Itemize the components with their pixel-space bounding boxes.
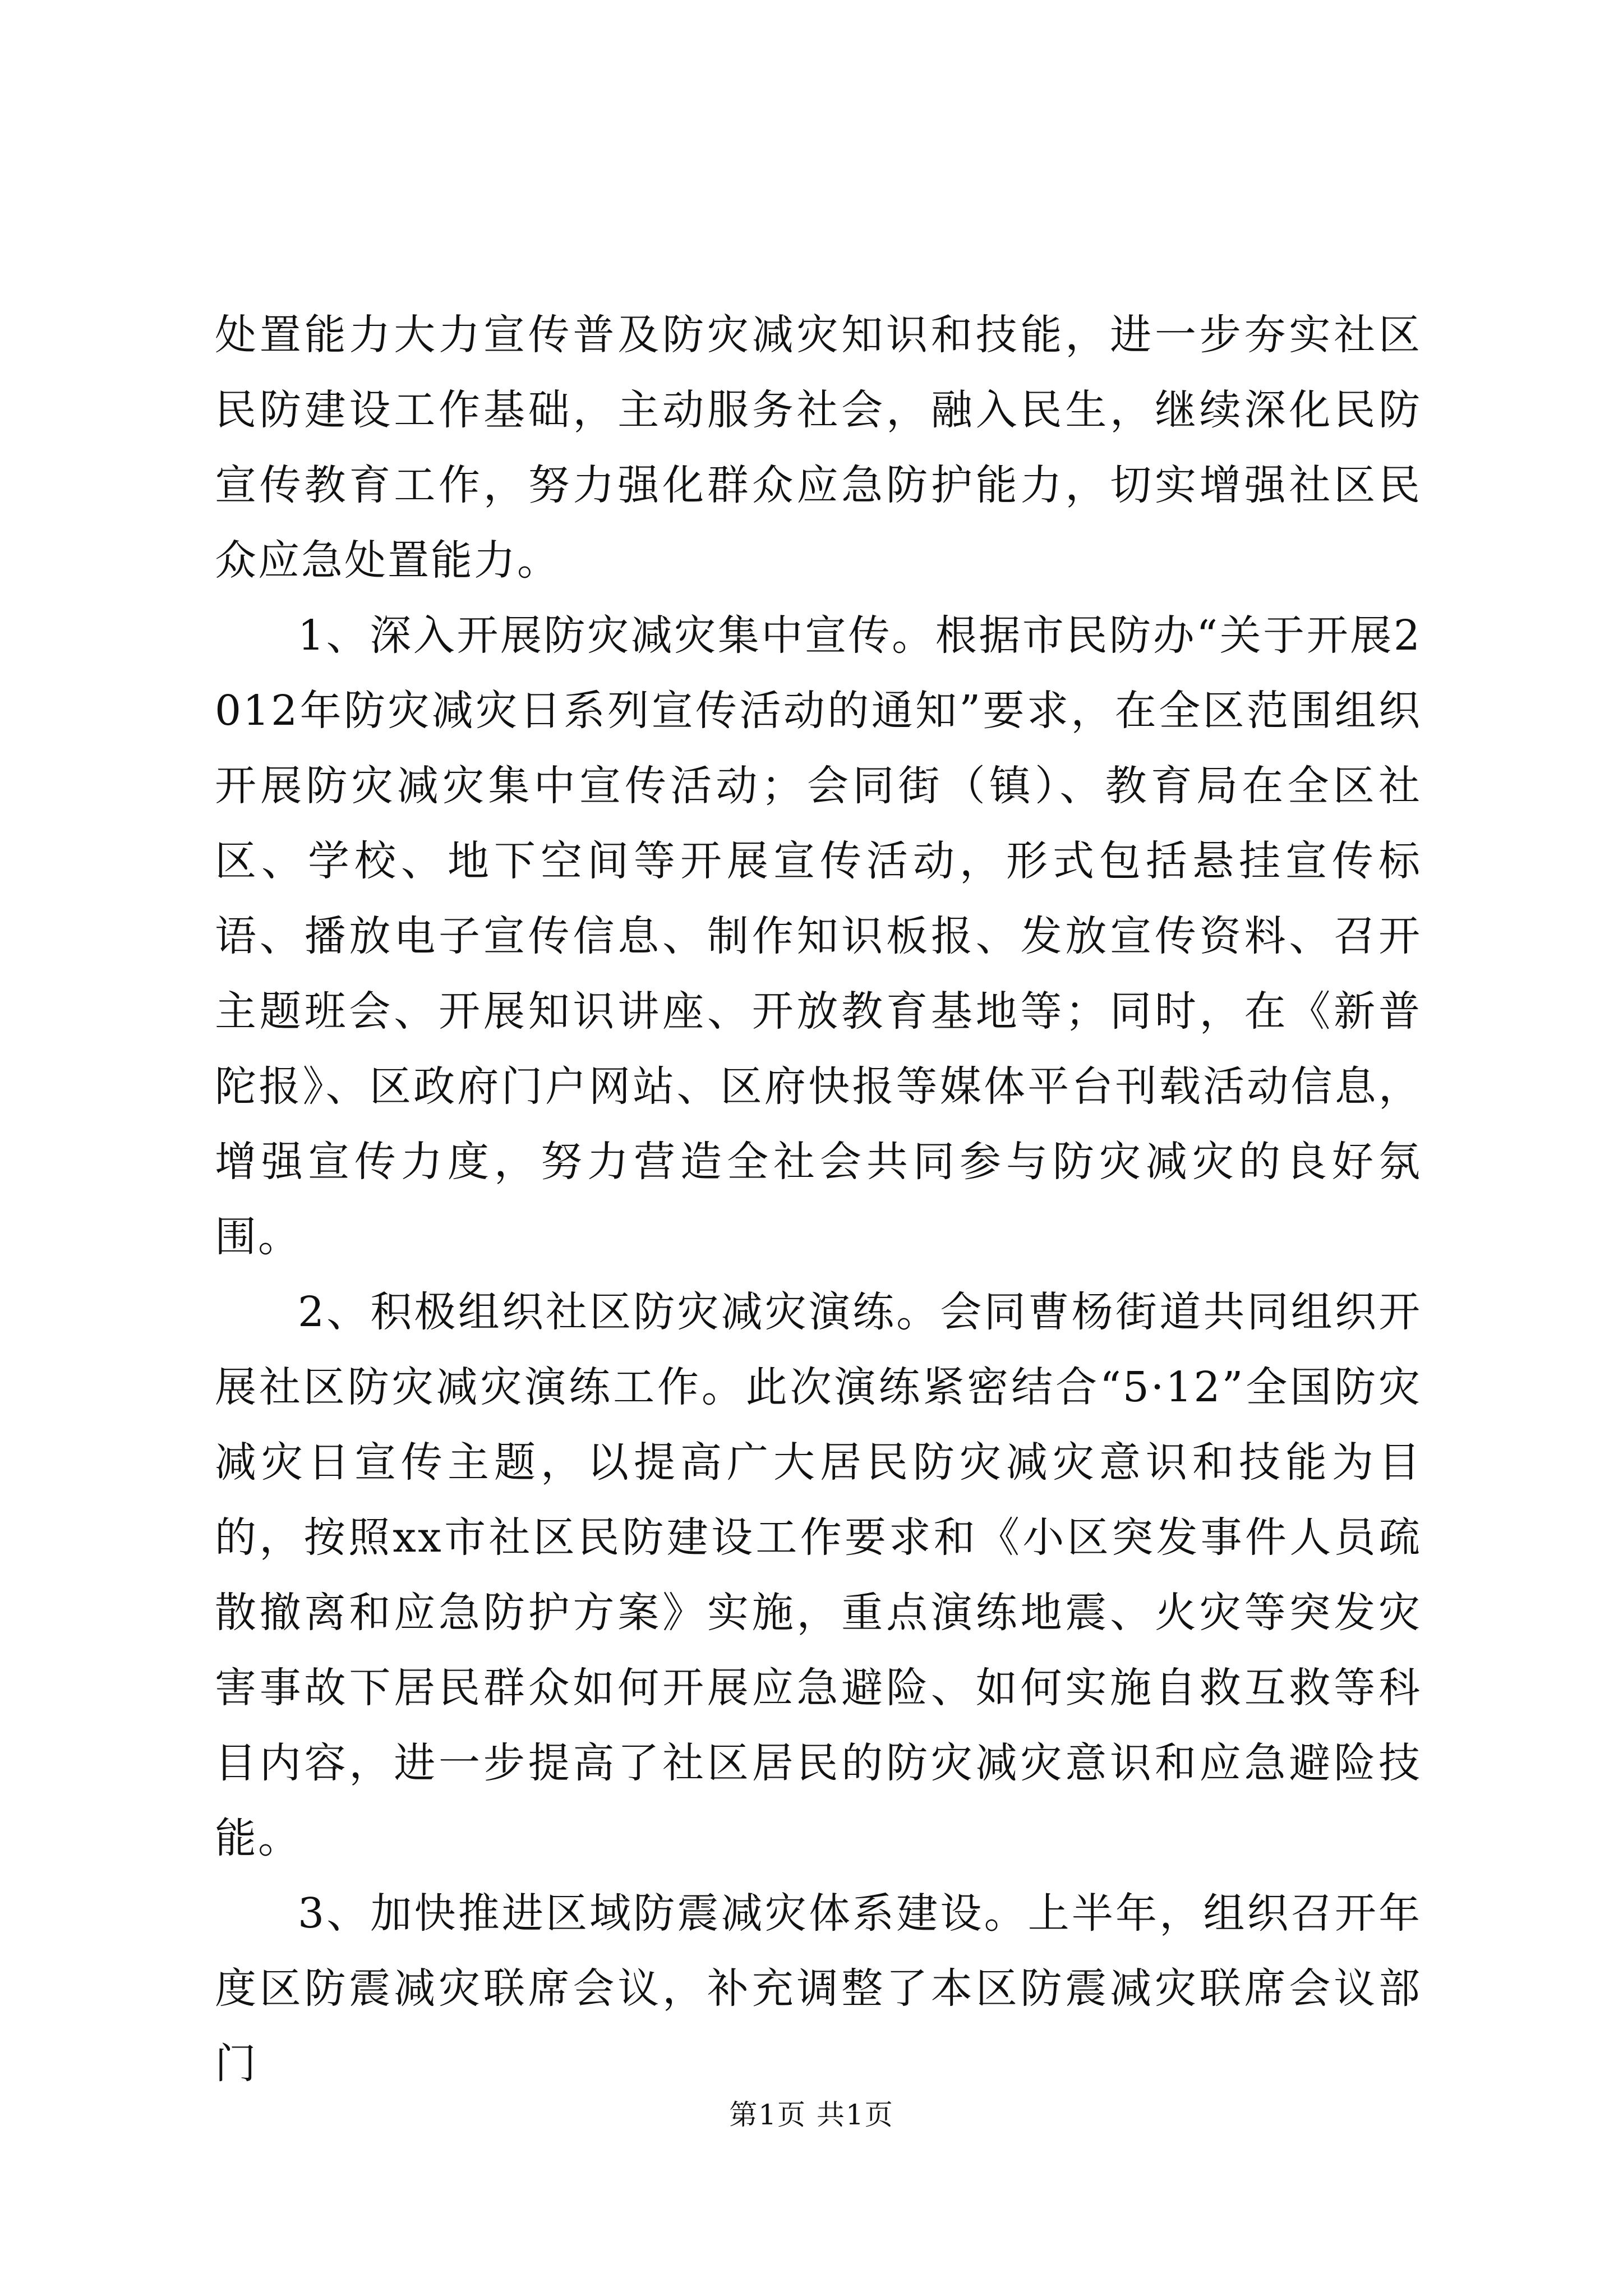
paragraph-intro: 处置能力大力宣传普及防灾减灾知识和技能，进一步夯实社区民防建设工作基础，主动服务社会，融入民生，继续深化民防宣传教育工作，努力强化群众应急防护能力，切实增强社区民众应急处置能力。 bbox=[215, 311, 1422, 585]
document-body bbox=[215, 297, 1422, 2101]
paragraph-item-2: 2、积极组织社区防灾减灾演练。会同曹杨街道共同组织开展社区防灾减灾演练工作。此次演练紧密结合“5·12”全国防灾减灾日宣传主题，以提高广大居民防灾减灾意识和技能为目的，按照xx市社区民防建设工作要求和《小区突发事件人员疏散撤离和应急防护方案》实施，重点演练地震、火灾等突发灾害事故下居民群众如何开展应急避险、如何实施自救互救等科目内容，进一步提高了社区居民的防灾减灾意识和应急避险技能。 bbox=[215, 1288, 1422, 1862]
page-number-footer: 第1页 共1页 bbox=[729, 2099, 894, 2131]
paragraph-item-3: 3、加快推进区域防震减灾体系建设。上半年，组织召开年度区防震减灾联席会议，补充调整了本区防震减灾联席会议部门 bbox=[215, 1889, 1422, 2088]
paragraph-item-1: 1、深入开展防灾减灾集中宣传。根据市民防办“关于开展2012年防灾减灾日系列宣传活动的通知”要求，在全区范围组织开展防灾减灾集中宣传活动；会同街（镇）、教育局在全区社区、学校、地下空间等开展宣传活动，形式包括悬挂宣传标语、播放电子宣传信息、制作知识板报、发放宣传资料、召开主题班会、开展知识讲座、开放教育基地等；同时，在《新普陀报》、区政府门户网站、区府快报等媒体平台刊载活动信息，增强宣传力度，努力营造全社会共同参与防灾减灾的良好氛围。 bbox=[215, 611, 1422, 1261]
